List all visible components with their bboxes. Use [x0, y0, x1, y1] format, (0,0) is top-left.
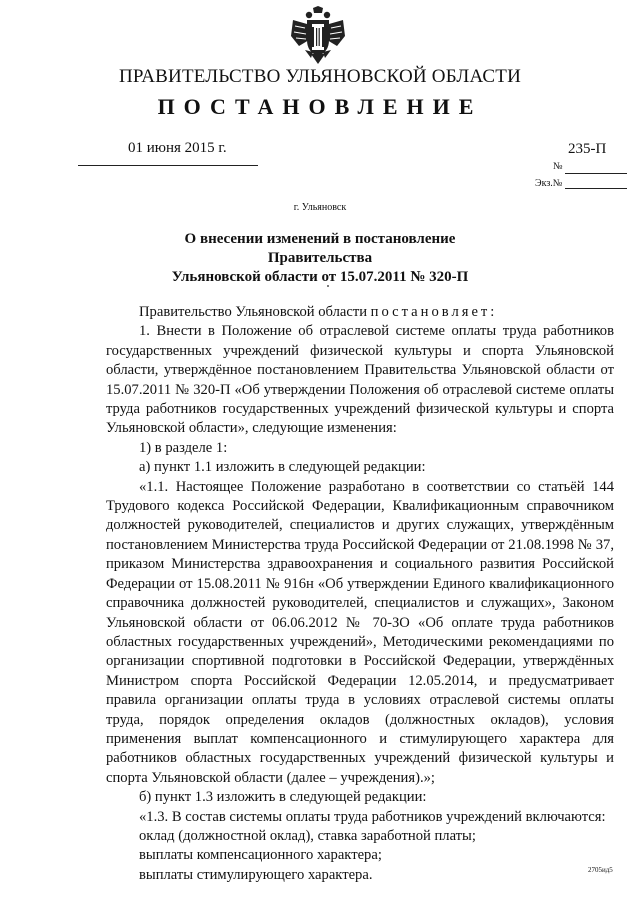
paragraph-9: выплаты стимулирующего характера.: [139, 866, 373, 883]
stray-mark: [327, 285, 329, 287]
paragraph-1: 1. Внести в Положение об отраслевой системе оплаты труда работников государственных учреждений физической культуры и спорта Ульяновской области, утверждённое постановлением Правительства Ульяновской области от 15.07.2011 № 320-П «Об утверждении Положения об отраслевой системе оплаты труда работников государственных учреждений физической культуры и спорта Ульяновской области», следующие изменения:: [106, 323, 614, 437]
number-label: №: [553, 161, 563, 172]
copy-number-label: Экз.№: [535, 178, 563, 189]
intro-subject: Правительство Ульяновской области: [139, 304, 368, 320]
decree-date: 01 июня 2015 г.: [128, 140, 227, 156]
coat-of-arms-icon: [285, 6, 351, 66]
decree-number: 235-П: [568, 141, 607, 157]
intro-paragraph: [106, 303, 614, 322]
paragraph-8: выплаты компенсационного характера;: [139, 847, 382, 864]
footer-code: 2705ид5: [588, 866, 613, 874]
document-title: [140, 230, 500, 287]
paragraph-5: б) пункт 1.3 изложить в следующей редакции:: [139, 789, 427, 806]
date-underline: [78, 165, 258, 166]
intro-verb: постановляет:: [370, 304, 498, 320]
title-line-1: О внесении изменений в постановление Правительства: [184, 231, 456, 266]
paragraph-7: оклад (должностной оклад), ставка заработной платы;: [139, 827, 476, 844]
copy-number-underline: [565, 188, 627, 189]
paragraph-4: «1.1. Настоящее Положение разработано в соответствии со статьёй 144 Трудового кодекса Российской Федерации, Квалификационным справочником должностей руководителей, специалистов и других служащих, утверждённым постановлением Министерства труда Российской Федерации от 21.08.1998 № 37, приказом Министерства здравоохранения и социального развития Российской Федерации от 15.08.2011 № 916н «Об утверждении Единого квалификационного справочника должностей руководителей, специалистов и служащих», Законом Ульяновской области от 06.06.2012 № 70-ЗО «Об оплате труда работников областных государственных учреждений», Методическими рекомендациями по организации спортивной подготовки в Российской Федерации, утверждённых Министром спорта Российской Федерации 12.05.2014, и предусматривает правила организации оплаты труда в условиях отраслевой системы оплаты труда, порядок определения окладов (должностных окладов), условия применения выплат компенсационного и стимулирующего характера для работников областных государственных учреждений физической культуры и спорта Ульяновской области (далее – учреждения).»;: [106, 478, 614, 786]
paragraph-2: 1) в разделе 1:: [139, 439, 228, 456]
document-body: [106, 303, 614, 885]
paragraph-6: «1.3. В состав системы оплаты труда работников учреждений включаются:: [139, 808, 606, 825]
document-type: ПОСТАНОВЛЕНИЕ: [157, 94, 483, 119]
paragraph-3: а) пункт 1.1 изложить в следующей редакции:: [139, 459, 426, 476]
city: г. Ульяновск: [293, 202, 347, 213]
title-line-2: Ульяновской области от 15.07.2011 № 320-П: [171, 269, 469, 285]
number-underline: [565, 173, 627, 174]
government-name: ПРАВИТЕЛЬСТВО УЛЬЯНОВСКОЙ ОБЛАСТИ: [118, 66, 522, 87]
